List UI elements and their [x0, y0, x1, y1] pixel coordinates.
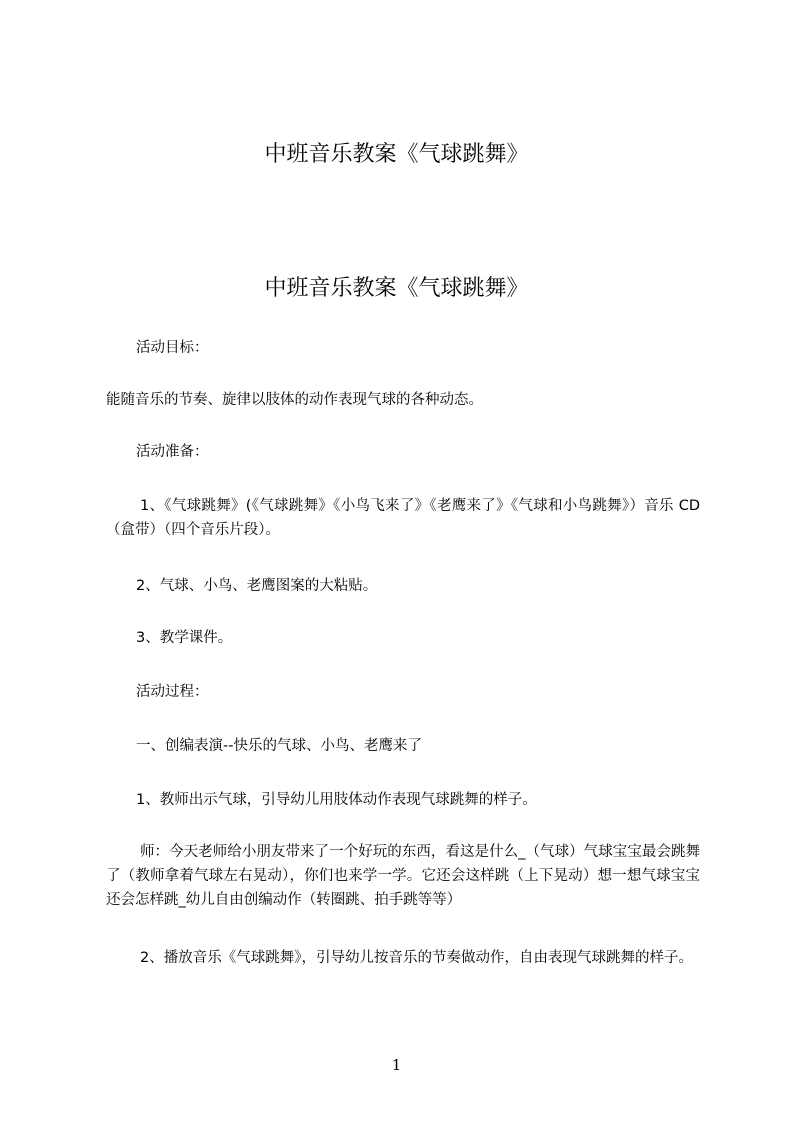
document-title: 中班音乐教案《气球跳舞》: [264, 276, 529, 301]
paragraph-goal: 能随音乐的节奏、旋律以肢体的动作表现气球的各种动态。: [106, 392, 483, 408]
section-heading-preparation: 活动准备：: [136, 444, 209, 460]
paragraph-teacher-dialogue: 师：今天老师给小朋友带来了一个好玩的东西，看这是什么_（气球）气球宝宝最会跳舞了（教师拿着气球左右晃动），你们也来学一学。它还会这样跳（上下晃动）想一想气球宝宝还会怎样跳_幼儿自由创编动作（转圈跳、拍手跳等等）: [106, 844, 700, 908]
section-heading-process: 活动过程：: [136, 684, 209, 700]
document-header-title: 中班音乐教案《气球跳舞》: [264, 142, 529, 167]
paragraph-process-step-1: 一、创编表演--快乐的气球、小鸟、老鹰来了: [136, 738, 422, 754]
paragraph-process-sub-2: 2、播放音乐《气球跳舞》，引导幼儿按音乐的节奏做动作，自由表现气球跳舞的样子。: [140, 950, 693, 966]
page-number: 1: [391, 1056, 402, 1074]
paragraph-prep-2: 2、气球、小鸟、老鹰图案的大粘贴。: [136, 578, 378, 594]
paragraph-process-sub-1: 1、教师出示气球，引导幼儿用肢体动作表现气球跳舞的样子。: [136, 792, 537, 808]
paragraph-prep-1: 1、《气球跳舞》(《气球跳舞》《小鸟飞来了》《老鹰来了》《气球和小鸟跳舞》）音乐 CD（盒带）（四个音乐片段）。: [106, 498, 700, 538]
paragraph-prep-3: 3、教学课件。: [136, 630, 233, 646]
section-heading-goals: 活动目标：: [136, 340, 209, 356]
